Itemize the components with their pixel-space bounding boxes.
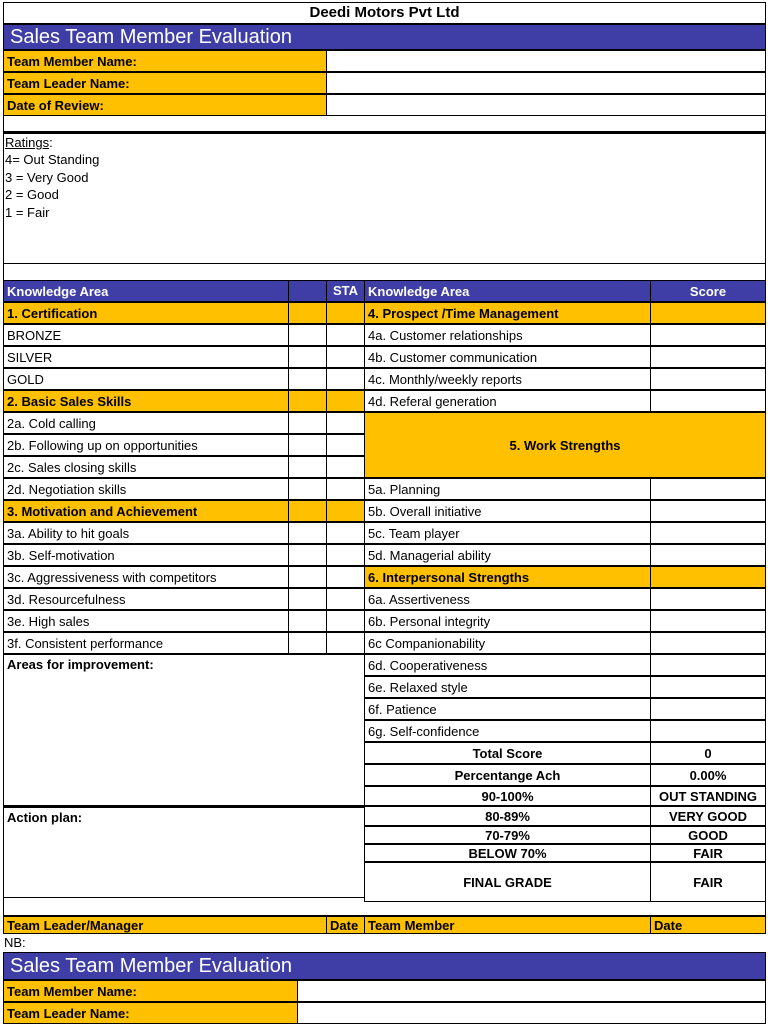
knowledge-row-label: 2b. Following up on opportunities xyxy=(3,434,289,456)
company-name: Deedi Motors Pvt Ltd xyxy=(3,2,766,24)
knowledge-row-input xyxy=(288,500,327,522)
action-plan-box[interactable]: Action plan: xyxy=(3,806,365,898)
knowledge-row-input[interactable] xyxy=(288,588,327,610)
sta-input[interactable] xyxy=(326,588,365,610)
sta-input xyxy=(326,390,365,412)
score-input[interactable] xyxy=(650,544,766,566)
team-member-name-label: Team Member Name: xyxy=(3,50,327,72)
sta-input[interactable] xyxy=(326,544,365,566)
section-row-label: 2. Basic Sales Skills xyxy=(3,390,289,412)
right-knowledge-area-header: Knowledge Area xyxy=(364,280,651,302)
team-leader-name-input-2[interactable] xyxy=(297,1002,766,1024)
summary-value: FAIR xyxy=(650,844,766,862)
summary-value: OUT STANDING xyxy=(650,786,766,806)
score-input[interactable] xyxy=(650,346,766,368)
knowledge-row-label: 2c. Sales closing skills xyxy=(3,456,289,478)
sta-input[interactable] xyxy=(326,610,365,632)
knowledge-row-label: 6f. Patience xyxy=(364,698,651,720)
knowledge-row-label: 6d. Cooperativeness xyxy=(364,654,651,676)
summary-label: Percentange Ach xyxy=(364,764,651,786)
knowledge-row-label: 4a. Customer relationships xyxy=(364,324,651,346)
work-strengths-section: 5. Work Strengths xyxy=(364,412,766,478)
team-leader-name-label: Team Leader Name: xyxy=(3,72,327,94)
sta-input[interactable] xyxy=(326,346,365,368)
score-input xyxy=(650,566,766,588)
section-row-label: 4. Prospect /Time Management xyxy=(364,302,651,324)
team-member-name-label-2: Team Member Name: xyxy=(3,980,298,1002)
sta-input[interactable] xyxy=(326,632,365,654)
knowledge-row-label: BRONZE xyxy=(3,324,289,346)
sta-input[interactable] xyxy=(326,368,365,390)
knowledge-row-label: 4d. Referal generation xyxy=(364,390,651,412)
team-leader-name-label-2: Team Leader Name: xyxy=(3,1002,298,1024)
knowledge-row-label: 3b. Self-motivation xyxy=(3,544,289,566)
date-label: Date xyxy=(326,916,365,934)
team-member-label: Team Member xyxy=(364,916,651,934)
knowledge-row-label: 6a. Assertiveness xyxy=(364,588,651,610)
knowledge-row-input[interactable] xyxy=(288,412,327,434)
summary-value: 0 xyxy=(650,742,766,764)
knowledge-row-label: 5c. Team player xyxy=(364,522,651,544)
score-input[interactable] xyxy=(650,500,766,522)
knowledge-row-label: 3e. High sales xyxy=(3,610,289,632)
team-member-name-input-2[interactable] xyxy=(297,980,766,1002)
knowledge-row-input[interactable] xyxy=(288,346,327,368)
team-member-name-input[interactable] xyxy=(326,50,766,72)
section-row-label: 3. Motivation and Achievement xyxy=(3,500,289,522)
knowledge-row-input[interactable] xyxy=(288,610,327,632)
form-title-2: Sales Team Member Evaluation xyxy=(3,952,766,980)
score-input[interactable] xyxy=(650,720,766,742)
score-input[interactable] xyxy=(650,368,766,390)
score-input[interactable] xyxy=(650,654,766,676)
date-of-review-label: Date of Review: xyxy=(3,94,327,116)
knowledge-row-label: 3d. Resourcefulness xyxy=(3,588,289,610)
knowledge-row-input[interactable] xyxy=(288,456,327,478)
sta-input[interactable] xyxy=(326,324,365,346)
sta-input[interactable] xyxy=(326,434,365,456)
score-input[interactable] xyxy=(650,324,766,346)
score-input[interactable] xyxy=(650,478,766,500)
score-input[interactable] xyxy=(650,588,766,610)
knowledge-row-input xyxy=(288,390,327,412)
sta-input xyxy=(326,302,365,324)
ratings-heading: Ratings: xyxy=(5,135,53,150)
form-title: Sales Team Member Evaluation xyxy=(3,24,766,50)
summary-label: FINAL GRADE xyxy=(364,862,651,902)
summary-label: 70-79% xyxy=(364,826,651,844)
knowledge-row-label: 4b. Customer communication xyxy=(364,346,651,368)
score-input xyxy=(650,302,766,324)
knowledge-row-label: 2d. Negotiation skills xyxy=(3,478,289,500)
date-of-review-input[interactable] xyxy=(326,94,766,116)
summary-value: GOOD xyxy=(650,826,766,844)
sta-header: STA xyxy=(326,280,365,302)
section-row-label: 1. Certification xyxy=(3,302,289,324)
score-input[interactable] xyxy=(650,610,766,632)
areas-for-improvement-box[interactable]: Areas for improvement: xyxy=(3,654,365,806)
rating-item: 1 = Fair xyxy=(5,205,50,220)
knowledge-row-label: 5a. Planning xyxy=(364,478,651,500)
rating-item: 3 = Very Good xyxy=(5,170,89,185)
sta-input[interactable] xyxy=(326,412,365,434)
knowledge-row-label: 6c Companionability xyxy=(364,632,651,654)
team-leader-manager-label: Team Leader/Manager xyxy=(3,916,327,934)
score-input[interactable] xyxy=(650,698,766,720)
team-leader-name-input[interactable] xyxy=(326,72,766,94)
knowledge-row-label: 4c. Monthly/weekly reports xyxy=(364,368,651,390)
knowledge-row-input[interactable] xyxy=(288,522,327,544)
knowledge-row-input[interactable] xyxy=(288,478,327,500)
sta-input[interactable] xyxy=(326,566,365,588)
sta-input[interactable] xyxy=(326,522,365,544)
knowledge-row-input xyxy=(288,302,327,324)
knowledge-row-label: 3c. Aggressiveness with competitors xyxy=(3,566,289,588)
knowledge-row-label: 3f. Consistent performance xyxy=(3,632,289,654)
knowledge-row-label: 6b. Personal integrity xyxy=(364,610,651,632)
section-row-label: 6. Interpersonal Strengths xyxy=(364,566,651,588)
ratings-box xyxy=(3,134,766,264)
summary-label: 90-100% xyxy=(364,786,651,806)
knowledge-row-label: 5b. Overall initiative xyxy=(364,500,651,522)
knowledge-row-input[interactable] xyxy=(288,324,327,346)
knowledge-row-input[interactable] xyxy=(288,566,327,588)
nb-label: NB: xyxy=(4,935,26,950)
rating-item: 2 = Good xyxy=(5,187,59,202)
summary-value: FAIR xyxy=(650,862,766,902)
knowledge-row-label: 6e. Relaxed style xyxy=(364,676,651,698)
summary-label: BELOW 70% xyxy=(364,844,651,862)
knowledge-row-label: 6g. Self-confidence xyxy=(364,720,651,742)
score-input[interactable] xyxy=(650,390,766,412)
knowledge-row-input[interactable] xyxy=(288,632,327,654)
summary-label: Total Score xyxy=(364,742,651,764)
sta-input[interactable] xyxy=(326,456,365,478)
knowledge-row-input[interactable] xyxy=(288,544,327,566)
date-label: Date xyxy=(650,916,766,934)
summary-value: 0.00% xyxy=(650,764,766,786)
summary-value: VERY GOOD xyxy=(650,806,766,826)
knowledge-row-label: 2a. Cold calling xyxy=(3,412,289,434)
knowledge-row-label: 5d. Managerial ability xyxy=(364,544,651,566)
left-blank-header xyxy=(288,280,327,302)
score-header: Score xyxy=(650,280,766,302)
knowledge-row-input[interactable] xyxy=(288,368,327,390)
knowledge-row-input[interactable] xyxy=(288,434,327,456)
rating-item: 4= Out Standing xyxy=(5,152,100,167)
knowledge-row-label: SILVER xyxy=(3,346,289,368)
knowledge-row-label: GOLD xyxy=(3,368,289,390)
score-input[interactable] xyxy=(650,522,766,544)
summary-label: 80-89% xyxy=(364,806,651,826)
score-input[interactable] xyxy=(650,676,766,698)
knowledge-row-label: 3a. Ability to hit goals xyxy=(3,522,289,544)
sta-input[interactable] xyxy=(326,478,365,500)
sta-input xyxy=(326,500,365,522)
score-input[interactable] xyxy=(650,632,766,654)
left-knowledge-area-header: Knowledge Area xyxy=(3,280,289,302)
